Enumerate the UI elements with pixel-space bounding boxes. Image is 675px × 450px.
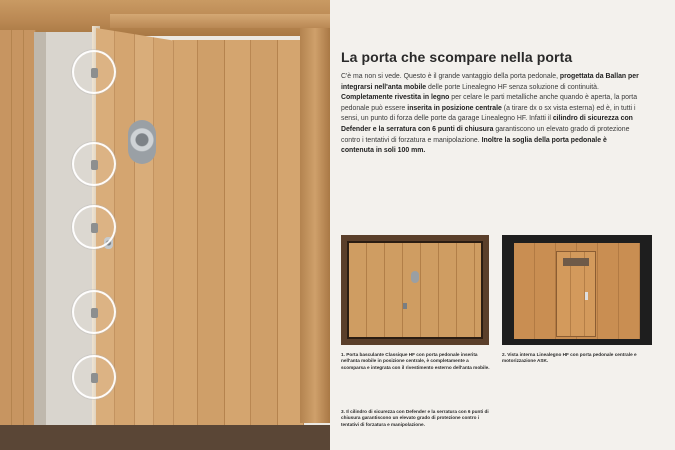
body-bold-run: Completamente rivestita in legno [341, 94, 450, 102]
door-illustration [0, 0, 330, 450]
article-body [341, 72, 641, 157]
body-bold-run: cilindro di sicurezza con Defender e la serratura con 6 punti di chiusura [341, 115, 633, 133]
lock-point-icon [72, 142, 116, 186]
body-run: delle porte Linealegno HF senza soluzione di continuità. [426, 83, 599, 91]
keyhole-icon [585, 292, 588, 300]
body-bold-run: progettata da Ballan per integrarsi nell'anta mobile [341, 73, 639, 91]
garage-door-panel-left [0, 30, 36, 450]
garage-door-panel [172, 40, 304, 425]
photo-classique-door [341, 235, 489, 345]
keyhole-icon [403, 303, 407, 309]
lock-point-icon [72, 205, 116, 249]
pedestrian-door [556, 251, 596, 337]
door-handle-icon [411, 271, 419, 283]
article-title: La porta che scompare nella porta [341, 49, 573, 65]
lock-point-icon [72, 355, 116, 399]
body-run: (a tirare dx o sx vista esterna) ed è, in tutti i sensi, un punto di forza delle porte da garage Linealegno HF. Infatti il [341, 104, 636, 123]
door-frame-top [0, 0, 330, 36]
door-frame-right [300, 28, 330, 423]
lock-point-icon [72, 290, 116, 334]
body-run: C'è ma non si vede. Questo è il grande vantaggio della porta pedonale, [341, 73, 560, 80]
floor [0, 425, 330, 450]
body-bold-run: Inoltre la soglia della porta pedonale è contenuta in soli 100 mm. [341, 136, 607, 155]
lock-point-icon [72, 50, 116, 94]
door-window [563, 258, 589, 266]
photo-interior-view [502, 235, 652, 345]
body-run: per celare le parti metalliche anche quando è aperta, la porta pedonale può essere [341, 94, 638, 112]
body-bold-run: inserita in posizione centrale [407, 104, 502, 112]
caption-3: 3. Il cilindro di sicurezza con Defender e la serratura con 6 punti di chiusura garantiscono un elevato grado di protezione contro i tentativi di forzatura e manipolazione. [341, 409, 489, 427]
body-run: garantiscono un elevato grado di protezione contro i tentativi di forzatura e manipolazione. [341, 125, 630, 144]
caption-2: 2. Vista interna Linealegno HF con porta pedonale centrale e motorizzazione ASK. [502, 352, 637, 364]
door-handle-icon [128, 120, 156, 164]
caption-1: 1. Porta basculante Classique HF con porta pedonale inserita nell'anta mobile in posizione centrale, è completamente a scomparsa e integrata con il rivestimento esterno dell'anta mobile. [341, 352, 490, 370]
